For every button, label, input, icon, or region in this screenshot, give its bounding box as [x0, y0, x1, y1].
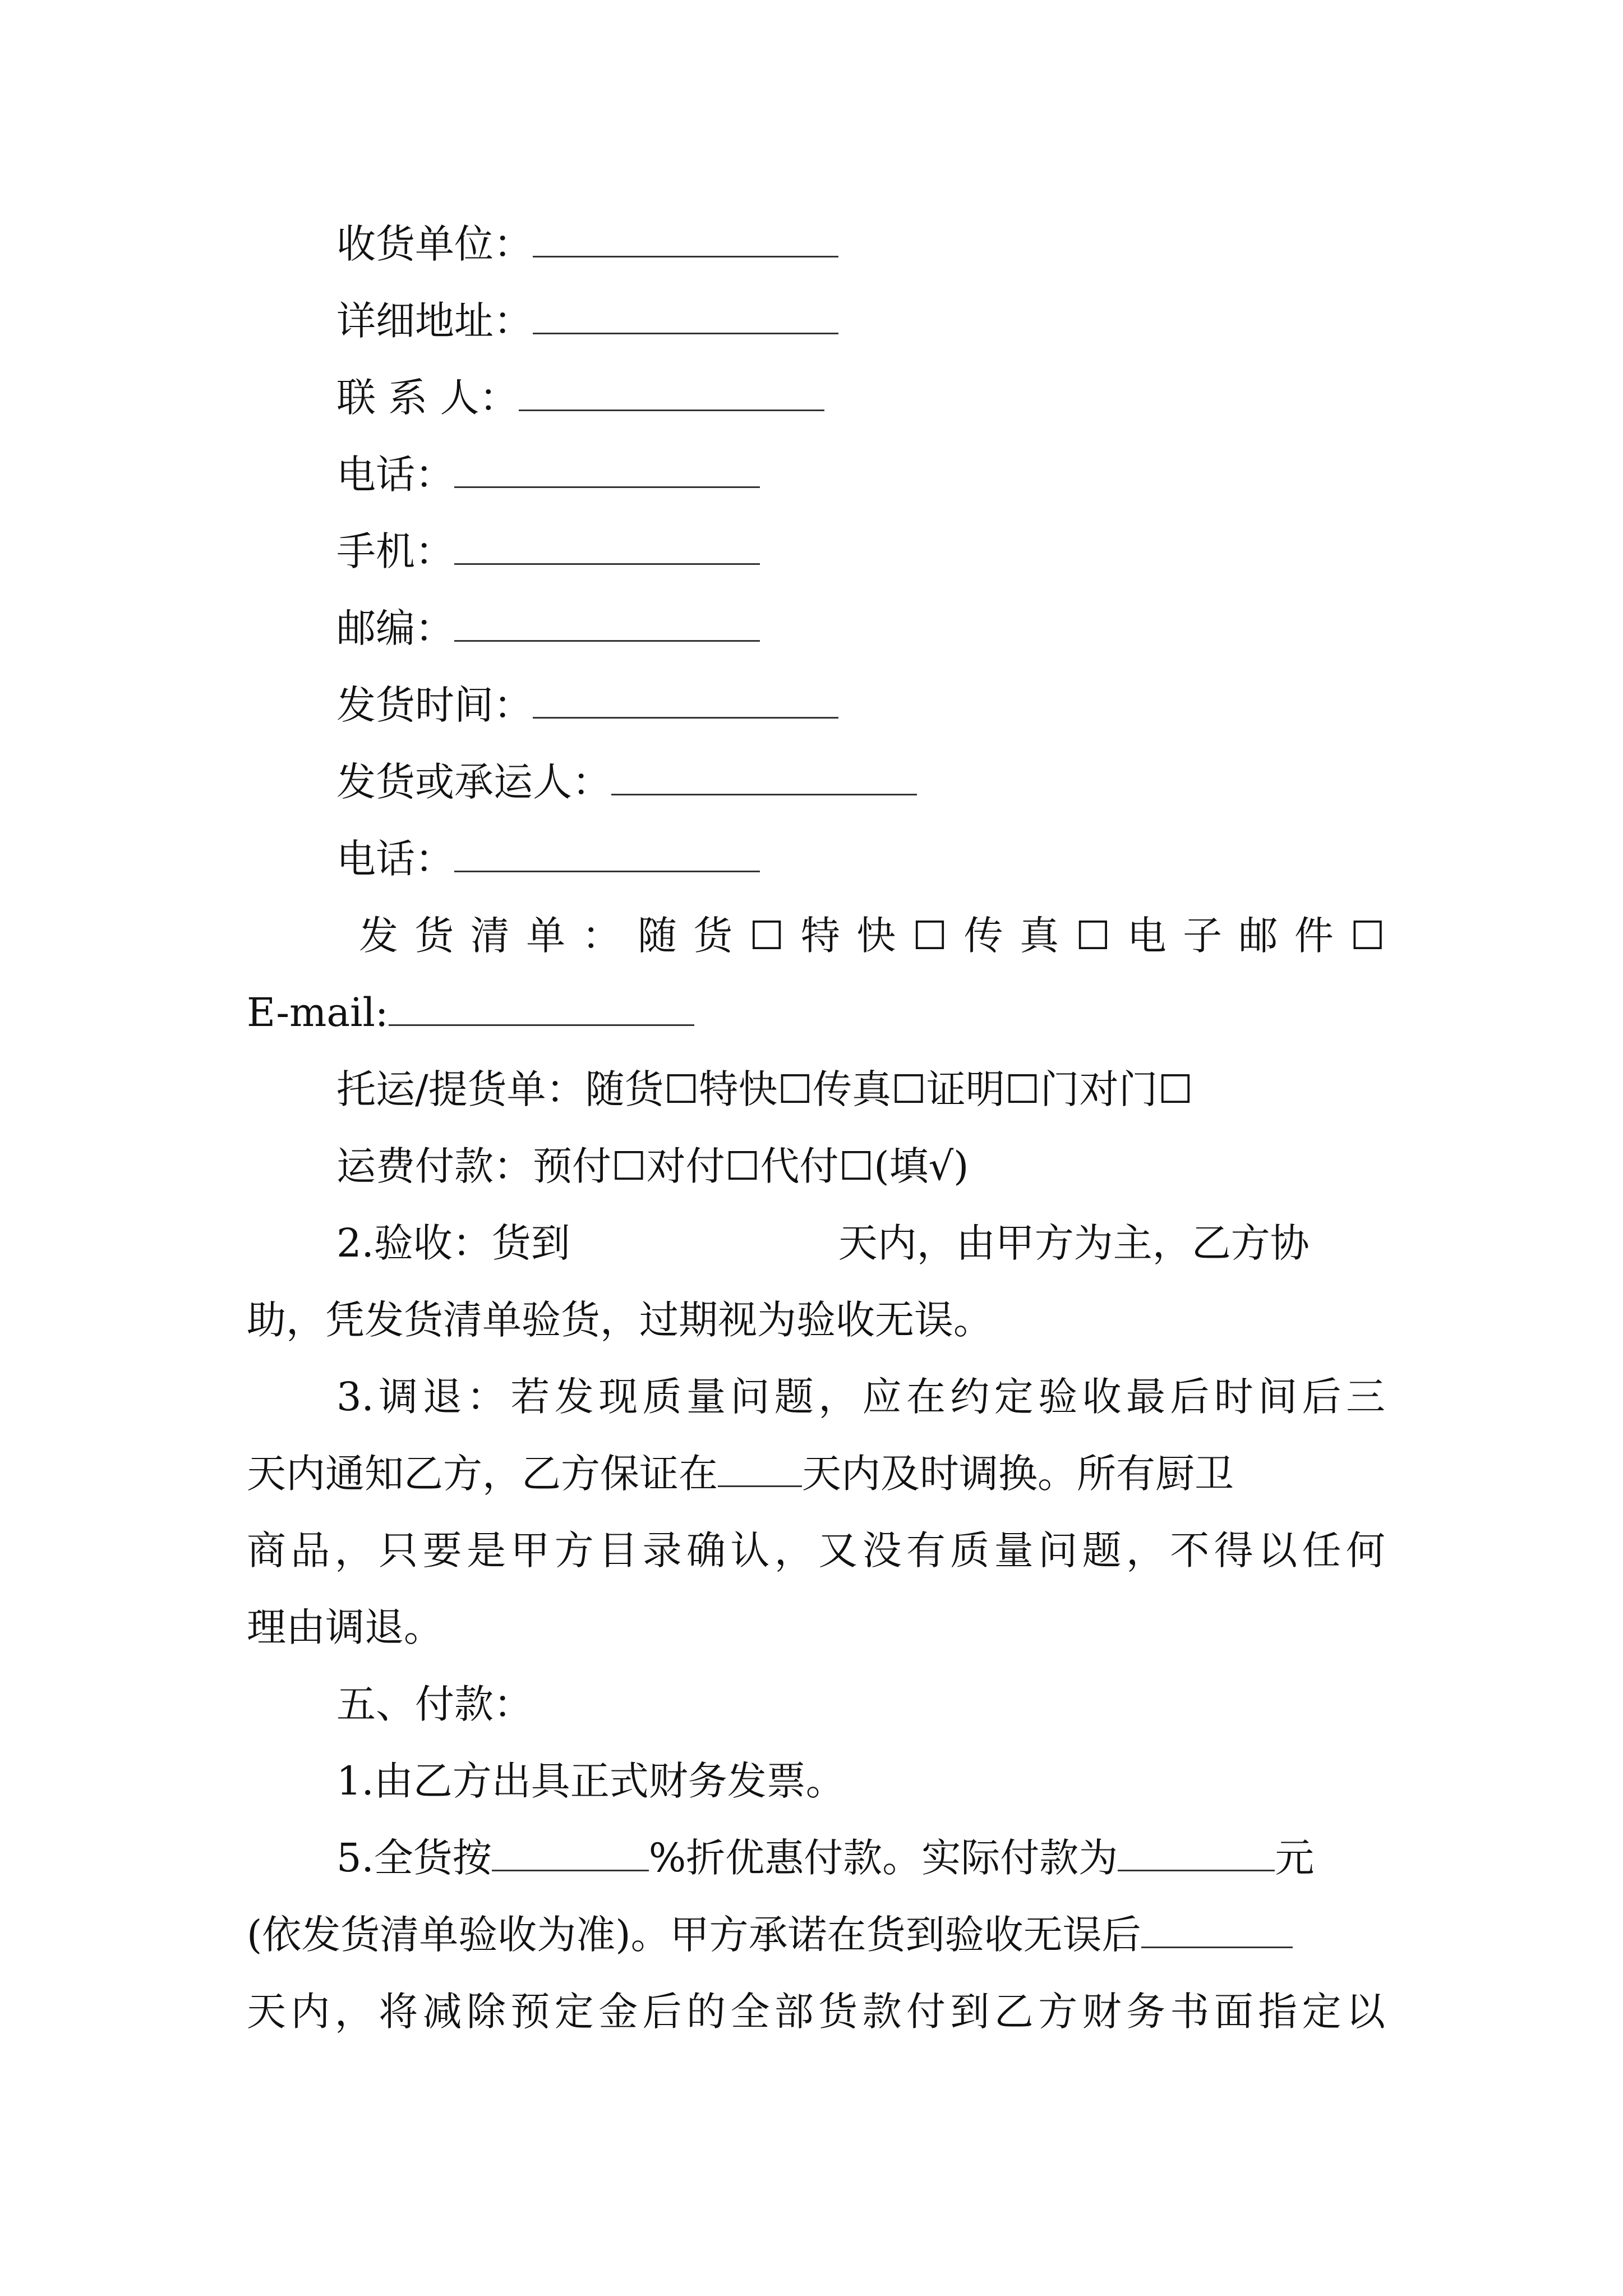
returns-text-b: 天内及时调换。所有厨卫 — [802, 1451, 1234, 1497]
payment-days-field[interactable] — [1141, 1915, 1293, 1948]
email-field[interactable] — [389, 993, 694, 1026]
payment-item-5-line-3: 天内，将减除预定金后的全部货款付到乙方财务书面指定以 — [247, 1989, 1385, 2035]
address-line — [336, 293, 1385, 349]
address-label: 详细地址： — [336, 298, 533, 344]
zip-line — [336, 600, 1385, 656]
ship-time-label: 发货时间： — [336, 682, 533, 728]
payment-item-5-text-a: 5.全货按 — [336, 1835, 492, 1881]
contact-line — [336, 370, 1385, 426]
returns-line-2 — [247, 1446, 1385, 1502]
acceptance-text-b: 天内，由甲方为主，乙方协 — [838, 1220, 1310, 1266]
returns-days-field[interactable] — [718, 1454, 802, 1487]
returns-line-3: 商品，只要是甲方目录确认，又没有质量问题，不得以任何 — [247, 1527, 1385, 1573]
payment-item-5-line-2 — [247, 1907, 1385, 1963]
returns-text-a: 天内通知乙方，乙方保证在 — [247, 1451, 718, 1497]
acceptance-line-2: 助，凭发货清单验货，过期视为验收无误。 — [247, 1297, 993, 1343]
consignee-unit-field[interactable] — [533, 224, 838, 257]
address-field[interactable] — [533, 301, 838, 334]
contact-field[interactable] — [519, 378, 824, 411]
returns-line-1: 3.调退：若发现质量问题，应在约定验收最后时间后三 — [336, 1374, 1385, 1420]
payment-item-5-text-b: %折优惠付款。实际付款为 — [648, 1835, 1118, 1881]
ship-time-field[interactable] — [533, 685, 838, 719]
contact-label: 联 系 人： — [336, 375, 519, 421]
discount-percent-field[interactable] — [492, 1838, 649, 1871]
consignee-unit-label: 收货单位： — [336, 221, 533, 267]
shipper-label: 发货或承运人： — [336, 759, 611, 805]
mobile-field[interactable] — [454, 532, 760, 565]
zip-field[interactable] — [454, 609, 760, 642]
shipper-line — [336, 754, 1385, 810]
shipper-phone-label: 电话： — [336, 836, 454, 882]
waybill-line: 托运/提货单：随货☐特快☐传真☐证明☐门对门☐ — [336, 1066, 1193, 1112]
phone-label: 电话： — [336, 452, 454, 498]
email-line — [247, 984, 1385, 1041]
zip-label: 邮编： — [336, 605, 454, 651]
payment-item-5-line-2-text: (依发货清单验收为准)。甲方承诺在货到验收无误后 — [247, 1912, 1141, 1958]
shipping-list-line: 发货清单：随货☐特快☐传真☐电子邮件☐ — [359, 913, 1385, 959]
payment-item-5-line-1 — [336, 1830, 1385, 1886]
phone-line — [336, 447, 1385, 503]
acceptance-text-a: 2.验收：货到 — [336, 1220, 570, 1266]
phone-field[interactable] — [454, 455, 760, 488]
returns-line-4: 理由调退。 — [247, 1604, 443, 1650]
mobile-line — [336, 523, 1385, 579]
shipper-field[interactable] — [611, 762, 917, 795]
shipper-phone-field[interactable] — [454, 839, 760, 872]
consignee-unit-line — [336, 216, 1385, 272]
mobile-label: 手机： — [336, 528, 454, 574]
freight-payment-line: 运费付款：预付☐对付☐代付☐(填√) — [336, 1143, 969, 1189]
acceptance-line-1 — [336, 1215, 1385, 1271]
email-label: E-mail: — [247, 990, 389, 1036]
shipper-phone-line — [336, 831, 1385, 887]
ship-time-line — [336, 677, 1385, 733]
payment-item-1: 1.由乙方出具正式财务发票。 — [336, 1758, 845, 1804]
payment-heading: 五、付款： — [336, 1681, 533, 1727]
payment-item-5-text-c: 元 — [1275, 1835, 1315, 1881]
actual-payment-field[interactable] — [1118, 1838, 1275, 1871]
